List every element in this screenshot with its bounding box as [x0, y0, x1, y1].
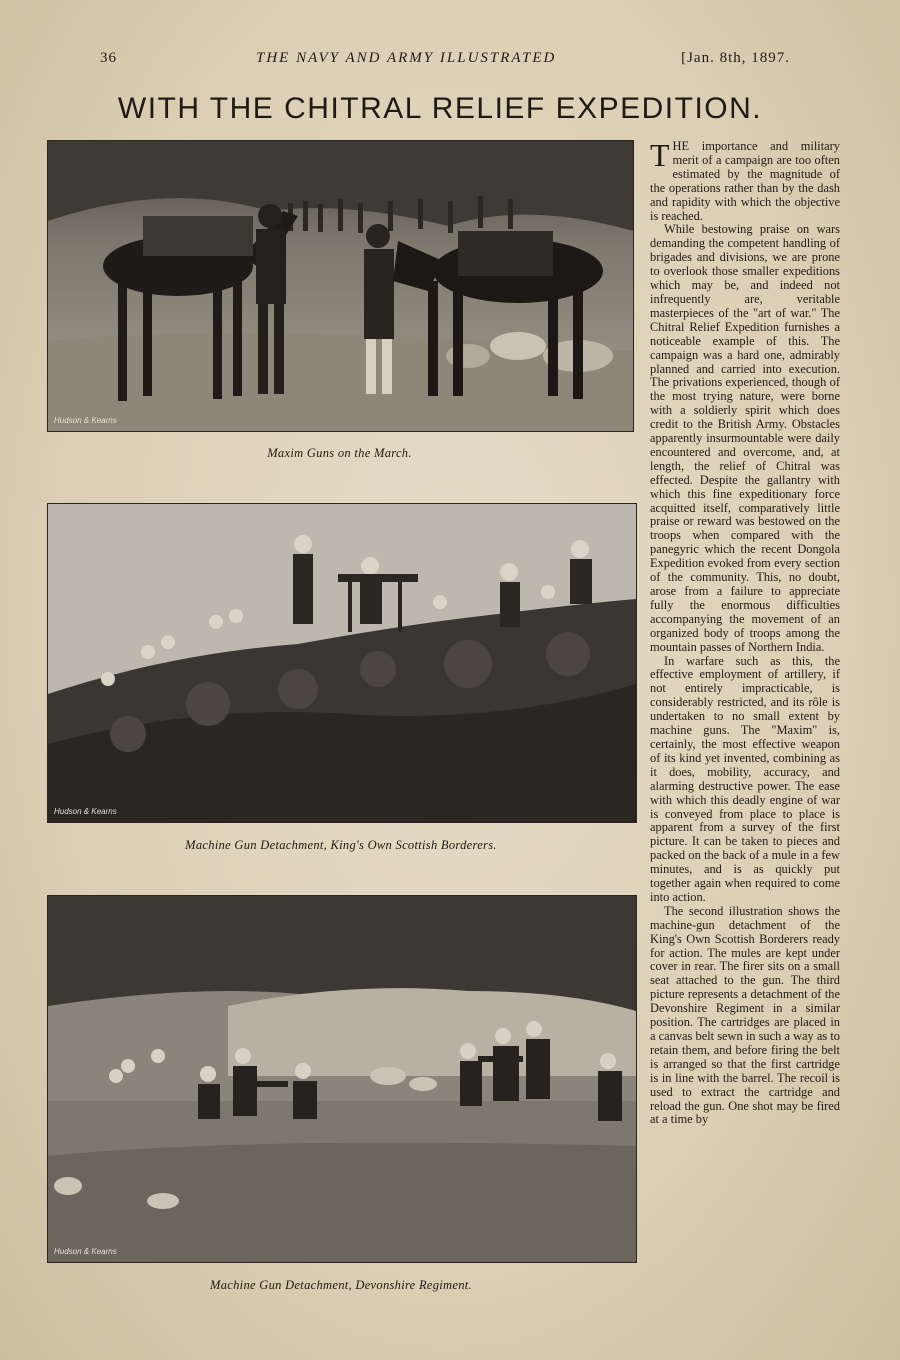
page-number: 36	[100, 50, 117, 66]
photo-credit: Hudson & Kearns	[54, 416, 117, 425]
photo-caption-3: Machine Gun Detachment, Devonshire Regiment.	[210, 1278, 472, 1292]
photo-devonshire-detachment	[47, 895, 637, 1263]
article-paragraph: The second illustration shows the machine-gun detachment of the King's Own Scottish Borderers ready for action. The mules are kept under cover in rear. The firer sits on a small seat attached to the gun. The third picture represents a detachment of the Devonshire Regiment in a similar position. The cartridges are placed in a canvas belt sewn in such a way as to retain them, and before firing the belt is arranged so that the first cartridge is in line with the barrel. The recoil is used to extract the cartridge and reload the gun. One shot may be fired at a time by	[650, 903, 840, 1127]
running-head	[96, 50, 796, 72]
photo-1-image	[48, 141, 633, 431]
photo-credit: Hudson & Kearns	[54, 1247, 117, 1256]
photo-2-image	[48, 504, 636, 822]
publication-title: THE NAVY AND ARMY ILLUSTRATED	[256, 50, 557, 66]
photo-credit: Hudson & Kearns	[54, 807, 117, 816]
article-headline: WITH THE CHITRAL RELIEF EXPEDITION.	[117, 92, 763, 125]
article-paragraph: In warfare such as this, the effective employment of artillery, if not entirely impracticable, is considerably restricted, and its rôle is undertaken to no small extent by machine guns. The "Maxim" is, certainly, the most effective weapon of its kind yet invented, combining as it does, mobility, accuracy, and alarming destructive power. The ease with which this deadly engine of war is conveyed from place to place is apparent from a survey of the first picture. It can be taken to pieces and packed on the back of a mule in a few minutes, and is as quickly put together again when required to come into action.	[650, 653, 840, 904]
issue-date: [Jan. 8th, 1897.	[681, 50, 790, 66]
drop-cap: T	[650, 137, 670, 173]
article-paragraph: While bestowing praise on wars demanding the competent handling of brigades and divisions, we are prone to overlook those smaller expeditions which may be, and indeed not infrequently are, veritable masterpieces of the "art of war." The Chitral Relief Expedition furnishes a noticeable example of this. The campaign was a hard one, admirably planned and carried into execution. The privations experienced, though of the most trying nature, were borne with a soldierly spirit which does credit to the British Army. Obstacles apparently insurmountable were daily encountered and overcome, and, at length, the relief of Chitral was effected. Despite the gallantry with which this fine expeditionary force acquitted itself, comparatively little praise or reward was bestowed on the troops when compared with the panegyric which the recent Dongola Expedition evoked from every section of the community. This, no doubt, arose from a failure to appreciate fully the enormous difficulties accompanying the movement of an organized body of troops among the mountain passes of Northern India.	[650, 222, 840, 654]
photo-kosb-detachment	[47, 503, 637, 823]
article-body	[650, 137, 840, 1127]
photo-caption-2: Machine Gun Detachment, King's Own Scottish Borderers.	[185, 838, 497, 852]
photo-maxim-guns-march	[47, 140, 634, 432]
photo-caption-1: Maxim Guns on the March.	[267, 446, 412, 460]
article-paragraph: THE importance and military merit of a campaign are too often estimated by the magnitude of the operations rather than by the dash and rapidity with which the objective is reached.	[650, 137, 840, 223]
photo-3-image	[48, 896, 636, 1262]
